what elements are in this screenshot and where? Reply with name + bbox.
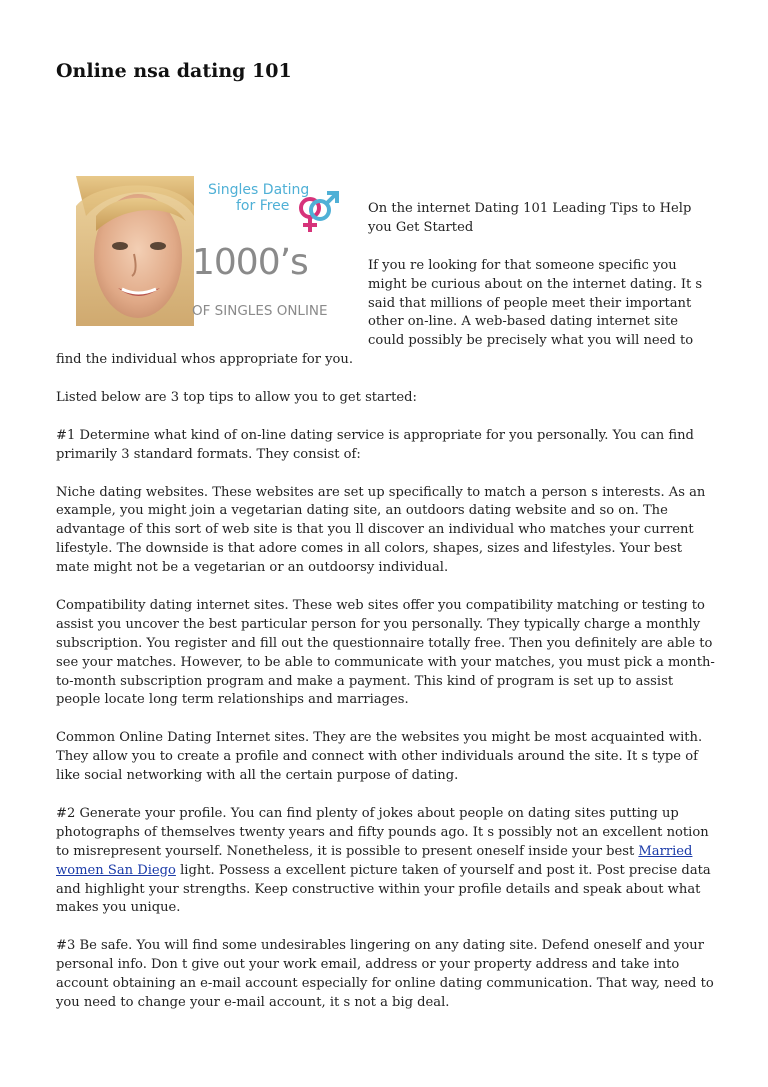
ad-headline-line1: Singles Dating: [208, 182, 310, 198]
paragraph-7-text-end: light. Possess a excellent picture taken of yourself and post it. Post precise data and highlight your strengths. Keep constructive within your profile details and speak about what makes you unique.: [56, 862, 711, 916]
paragraph-5: Compatibility dating internet sites. These web sites offer you compatibility matching or testing to assist you uncover the best particular person for you personally. They typically charge a monthly subscription. You register and fill out the questionnaire totally free. Then you definitely are able to see your matches. However, to be able to communicate with your matches, you must pick a month-to-month subscription program and make a payment. This kind of program is set up to assist people locate long term relationships and marriages.: [56, 597, 715, 708]
paragraph-7-text-start: #2 Generate your profile. You can find plenty of jokes about people on dating sites putting up photographs of themselves twenty years and fifty pounds ago. It s possibly not an excellent notion to misrepresent yourself. Nonetheless, it is possible to present oneself inside your best: [56, 805, 709, 859]
paragraph-1: If you re looking for that someone specific you might be curious about on the internet dating. It s said that millions of people meet their important other on-line. A web-based dating internet site could possibly be precisely what you will need to find the individual whos appropriate for you.: [56, 257, 703, 368]
woman-face-photo: [76, 176, 194, 326]
ad-headline-line2: for Free: [236, 198, 290, 214]
intro-title: On the internet Dating 101 Leading Tips to Help you Get Started: [368, 201, 692, 235]
article-body: [56, 176, 716, 1032]
paragraph-3: #1 Determine what kind of on-line dating service is appropriate for you personally. You can find primarily 3 standard formats. They consist of:: [56, 427, 694, 462]
paragraph-2: Listed below are 3 top tips to allow you to get started:: [56, 390, 417, 406]
ad-sub-text: OF SINGLES ONLINE: [192, 303, 328, 319]
singles-dating-ad-image: [56, 176, 352, 336]
paragraph-7: [56, 805, 716, 918]
paragraph-6: Common Online Dating Internet sites. They are the websites you might be most acquainted with. They allow you to create a profile and connect with other individuals around the site. It s type of like social networking with all the certain purpose of dating.: [56, 730, 703, 784]
paragraph-8: #3 Be safe. You will find some undesirables lingering on any dating site. Defend oneself and your personal info. Don t give out your work email, address or your property address and take into account obtaining an e-mail account especially for online dating communication. That way, need to you need to change your e-mail account, it s not a big deal.: [56, 938, 714, 1010]
gender-symbols-icon: [292, 188, 340, 236]
paragraph-4: Niche dating websites. These websites are set up specifically to match a person s interests. As an example, you might join a vegetarian dating site, an outdoors dating website and so on. The advantage of this sort of web site is that you ll discover an individual who matches your current lifestyle. The downside is that adore comes in all colors, shapes, sizes and lifestyles. Your best mate might not be a vegetarian or an outdoorsy individual.: [56, 484, 706, 576]
married-women-san-diego-link[interactable]: Married women San Diego: [56, 843, 693, 878]
page-title: Online nsa dating 101: [56, 60, 292, 82]
ad-big-text: 1000’s: [192, 242, 308, 283]
